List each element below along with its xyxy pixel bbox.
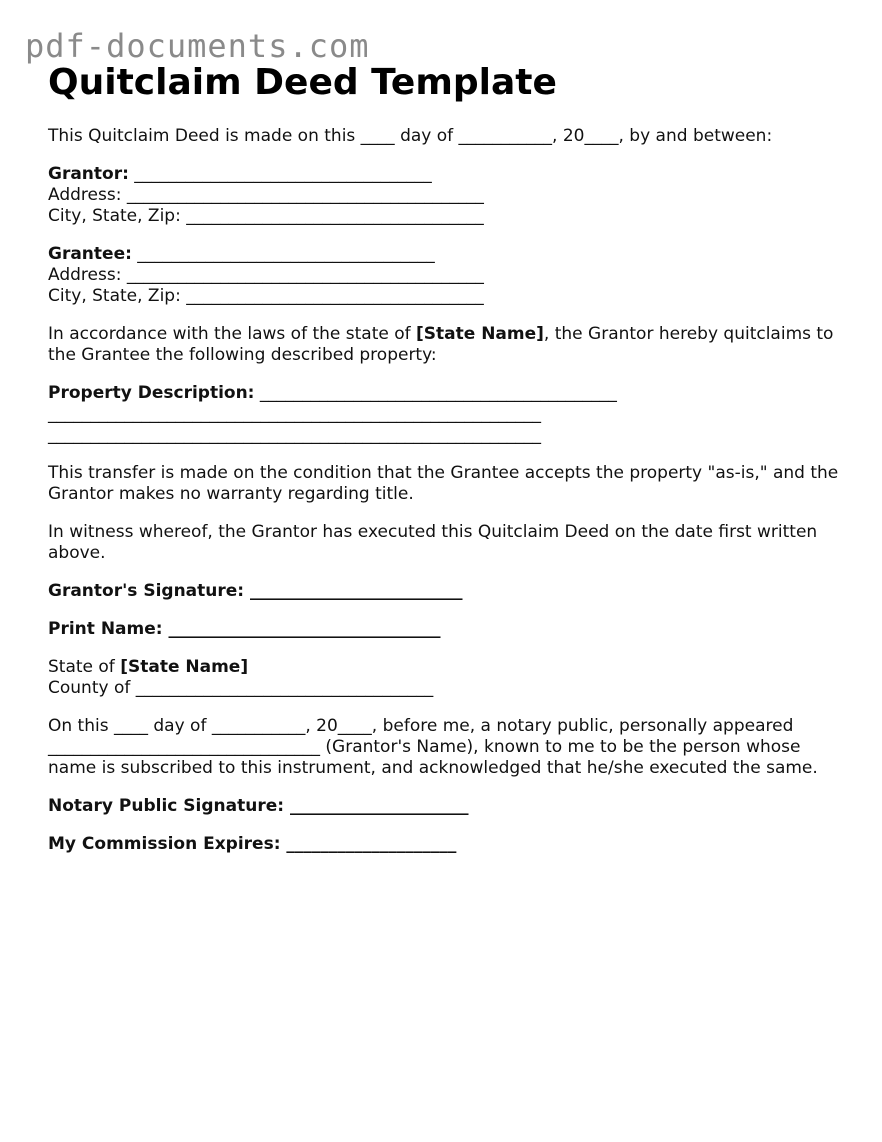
notary-signature-label: Notary Public Signature: _____________________ <box>48 796 469 816</box>
laws-text-before: In accordance with the laws of the state of <box>48 324 417 344</box>
grantor-label: Grantor: <box>48 164 129 184</box>
intro-paragraph: This Quitclaim Deed is made on this ____ day of ___________, 20____, by and between: <box>48 126 773 146</box>
witness-paragraph: In witness whereof, the Grantor has executed this Quitclaim Deed on the date first written above. <box>48 522 818 563</box>
grantor-address: Address: __________________________________________ <box>48 185 484 205</box>
grantor-signature-label: Grantor's Signature: _________________________ <box>48 581 463 601</box>
property-label: Property Description: <box>48 383 255 403</box>
property-block <box>48 383 848 446</box>
venue-state-name: [State Name] <box>120 657 249 677</box>
watermark: pdf-documents.com <box>25 27 370 65</box>
condition-paragraph: This transfer is made on the condition that the Grantee accepts the property "as-is," and the Grantor makes no warranty regarding title. <box>48 463 839 504</box>
grantor-line <box>48 164 848 185</box>
grantee-block <box>48 244 848 307</box>
grantee-city-state-zip: City, State, Zip: ___________________________________ <box>48 286 484 306</box>
property-line <box>48 383 848 404</box>
property-blank-2: __________________________________________________________ <box>48 404 541 424</box>
grantee-line <box>48 244 848 265</box>
grantee-name-blank: ___________________________________ <box>131 244 435 264</box>
property-blank-1: __________________________________________ <box>254 383 617 403</box>
grantor-city-state-zip: City, State, Zip: ___________________________________ <box>48 206 484 226</box>
print-name-label: Print Name: ________________________________ <box>48 619 441 639</box>
grantee-label: Grantee: <box>48 244 132 264</box>
grantor-name-blank: ___________________________________ <box>128 164 432 184</box>
grantor-block <box>48 164 848 227</box>
laws-paragraph <box>48 324 848 366</box>
document-body <box>48 126 848 872</box>
property-blank-3: __________________________________________________________ <box>48 425 541 445</box>
venue-county: County of ___________________________________ <box>48 678 434 698</box>
commission-label: My Commission Expires: ____________________ <box>48 834 457 854</box>
commission-line <box>48 834 848 855</box>
venue-block <box>48 657 848 699</box>
print-name-line <box>48 619 848 640</box>
grantee-address: Address: __________________________________________ <box>48 265 484 285</box>
grantor-signature-line <box>48 581 848 602</box>
notary-paragraph: On this ____ day of ___________, 20____, before me, a notary public, personally appeared ________________________________ (Grantor's Name), known to me to be the person whose name is subscribed to this instrument, and acknowledged that he/she executed the same. <box>48 716 818 778</box>
notary-signature-line <box>48 796 848 817</box>
laws-state-name: [State Name] <box>416 324 544 344</box>
page-title: Quitclaim Deed Template <box>48 62 557 103</box>
venue-state-prefix: State of <box>48 657 121 677</box>
laws-text-after: , the Grantor hereby quitclaims to the Grantee the following described property: <box>48 324 834 365</box>
venue-state-line <box>48 657 848 678</box>
